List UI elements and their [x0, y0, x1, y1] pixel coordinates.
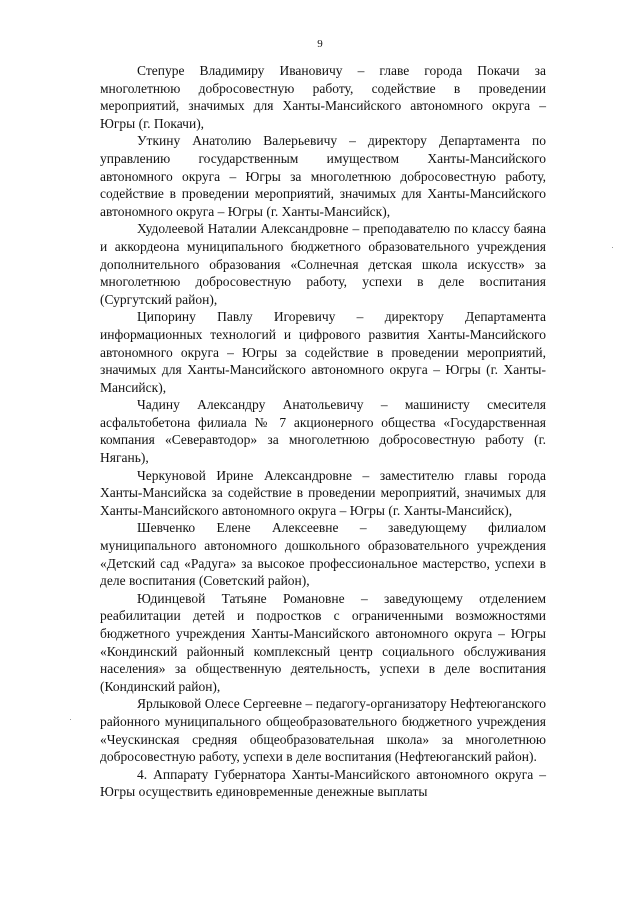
scan-speck [612, 247, 613, 248]
paragraph-khudoleeva: Худолеевой Наталии Александровне – преподавателю по классу баяна и аккордеона муниципального бюджетного образовательного учреждения дополнительного образования «Солнечная детская школа искусств» за многолетнюю добросовестную работу, успехи в деле воспитания (Сургутский район), [100, 221, 546, 307]
paragraph-item-4: 4. Аппарату Губернатора Ханты-Мансийского автономного округа – Югры осуществить единовременные денежные выплаты [100, 766, 546, 800]
paragraph-yudintseva: Юдинцевой Татьяне Романовне – заведующему отделением реабилитации детей и подростков с ограниченными возможностями бюджетного учреждения Ханты-Мансийского автономного округа – Югры «Кондинский районный комплексный центр социального обслуживания населения» за общественную деятельность, успехи в деле воспитания (Кондинский район), [100, 590, 546, 694]
scan-speck [70, 719, 71, 720]
paragraph-stepura: Степуре Владимиру Ивановичу – главе города Покачи за многолетнюю добросовестную работу, содействие в проведении мероприятий, значимых для Ханты-Мансийского автономного округа – Югры (г. Покачи), [100, 63, 546, 131]
paragraph-tsiporin: Ципорину Павлу Игоревичу – директору Департамента информационных технологий и цифрового развития Ханты-Мансийского автономного округа – Югры за содействие в проведении мероприятий, значимых для Ханты-Мансийского автономного округа – Югры (г. Ханты-Мансийск), [100, 309, 546, 395]
paragraph-utkin: Уткину Анатолию Валерьевичу – директору Департамента по управлению государственным имуществом Ханты-Мансийского автономного округа – Югры за многолетнюю добросовестную работу, содействие в проведении мероприятий, значимых для Ханты-Мансийского автономного округа – Югры (г. Ханты-Мансийск), [100, 133, 546, 219]
page-number: 9 [317, 38, 323, 50]
paragraph-chadin: Чадину Александру Анатольевичу – машинисту смесителя асфальтобетона филиала № 7 акционерного общества «Государственная компания «Северавтодор» за многолетнюю добросовестную работу (г. Нягань), [100, 397, 546, 466]
paragraph-yarlykova: Ярлыковой Олесе Сергеевне – педагогу-организатору Нефтеюганского районного муниципального общеобразовательного бюджетного учреждения «Чеускинская средняя общеобразовательная школа» за многолетнюю добросовестную работу, успехи в деле воспитания (Нефтеюганский район). [100, 696, 546, 765]
document-body [100, 62, 546, 801]
paragraph-shevchenko: Шевченко Елене Алексеевне – заведующему филиалом муниципального автономного дошкольного образовательного учреждения «Детский сад «Радуга» за высокое профессиональное мастерство, успехи в деле воспитания (Советский район), [100, 520, 546, 589]
paragraph-cherkunova: Черкуновой Ирине Александровне – заместителю главы города Ханты-Мансийска за содействие в проведении мероприятий, значимых для Ханты-Мансийского автономного округа – Югры (г. Ханты-Мансийск), [100, 467, 546, 518]
